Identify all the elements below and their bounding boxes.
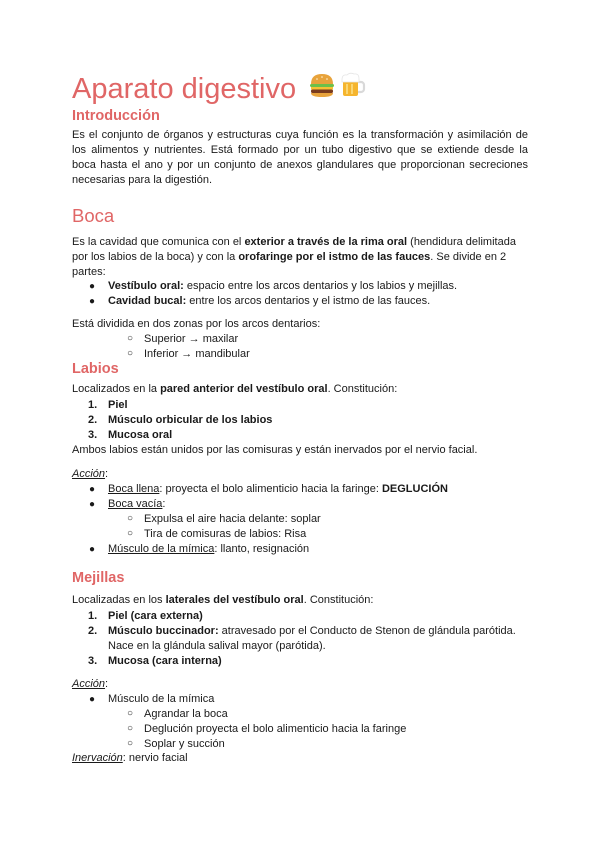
list-item: 3. Mucosa oral [88,429,173,441]
list-item: ● Boca llena: proyecta el bolo alimenticio hacia la faringe: DEGLUCIÓN [89,483,448,495]
boca-heading: Boca [72,205,115,226]
list-item-continuation: Nace en la glándula salival mayor (parótida). [108,640,326,652]
circle-bullet-icon: ○ [127,333,134,344]
list-item: 2. Músculo buccinador: atravesado por el Conducto de Stenon de glándula parótida. [88,625,516,637]
list-item: ● Vestíbulo oral: espacio entre los arcos dentarios y los labios y mejillas. [89,280,458,292]
circle-bullet-icon: ○ [127,708,134,719]
bullet-icon: ● [89,544,96,555]
circle-bullet-icon: ○ [127,348,134,359]
intro-paragraph: Es el conjunto de órganos y estructuras cuya función es la transformación y asimilación de los alimentos y nutrientes. Está formado por un tubo digestivo que se extiende desde la boca hasta el ano y por un conjunto de anexos glandulares que proporcionan secreciones necesarias para la digestión. [72,129,528,186]
mejillas-accion-label: Acción: [72,678,109,690]
boca-zones-text: Está dividida en dos zonas por los arcos dentarios: [72,318,321,330]
mejillas-inervacion: Inervación: nervio facial [72,752,188,764]
list-item: ○ Tira de comisuras de labios: Risa [127,528,307,540]
labios-intro: Localizados en la pared anterior del vestíbulo oral. Constitución: [72,383,398,395]
list-item: 2. Músculo orbicular de los labios [88,414,273,426]
list-item: 1. Piel [88,399,128,411]
intro-heading: Introducción [72,108,160,124]
circle-bullet-icon: ○ [127,513,134,524]
beer-mug-icon [340,71,366,109]
page-title: Aparato digestivo [72,70,366,109]
list-item: ● Músculo de la mímica [89,693,215,705]
list-item: ○ Superior → maxilar [127,333,239,345]
circle-bullet-icon: ○ [127,738,134,749]
list-item: ● Músculo de la mímica: llanto, resignación [89,543,310,555]
circle-bullet-icon: ○ [127,723,134,734]
bullet-icon: ● [89,296,96,307]
labios-heading: Labios [72,361,119,377]
list-item: ○ Inferior → mandibular [127,348,250,360]
list-item: ● Cavidad bucal: entre los arcos dentarios y el istmo de las fauces. [89,295,431,307]
boca-paragraph: Es la cavidad que comunica con el exterior a través de la rima oral (hendidura delimitada por los labios de la boca) y con la orofaringe por el istmo de las fauces. Se divide en 2 partes: [72,236,516,278]
list-item: 3. Mucosa (cara interna) [88,655,222,667]
bullet-icon: ● [89,484,96,495]
mejillas-heading: Mejillas [72,570,125,586]
labios-note: Ambos labios están unidos por las comisuras y están inervados por el nervio facial. [72,444,478,456]
bullet-icon: ● [89,694,96,705]
list-item: 1. Piel (cara externa) [88,610,203,622]
list-item: ○ Agrandar la boca [127,708,228,720]
list-item: ○ Expulsa el aire hacia delante: soplar [127,513,321,525]
mejillas-intro: Localizadas en los laterales del vestíbulo oral. Constitución: [72,594,374,606]
circle-bullet-icon: ○ [127,528,134,539]
list-item: ○ Deglución proyecta el bolo alimenticio hacia la faringe [127,723,407,735]
labios-accion-label: Acción: [72,468,109,480]
bullet-icon: ● [89,281,96,292]
list-item: ● Boca vacía: [89,498,166,510]
hamburger-icon [308,71,336,109]
bullet-icon: ● [89,499,96,510]
list-item: ○ Soplar y succión [127,738,225,750]
